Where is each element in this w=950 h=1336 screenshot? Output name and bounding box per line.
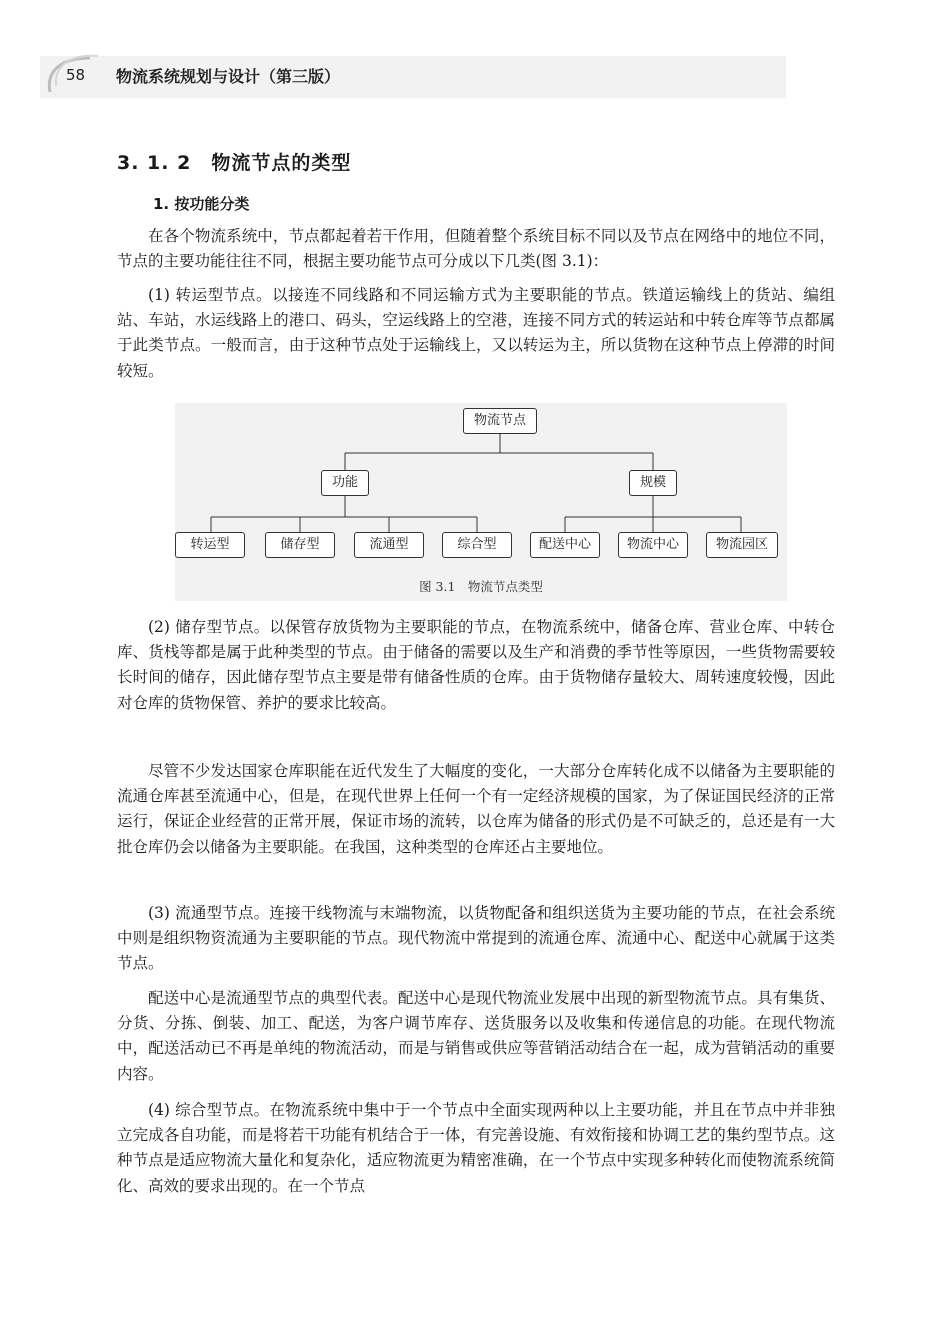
- node-logistics-park: 物流园区: [706, 532, 778, 558]
- node-root: 物流节点: [463, 408, 537, 434]
- paragraph-transfer-node: (1) 转运型节点。以接连不同线路和不同运输方式为主要职能的节点。铁道运输线上的货站、编组站、车站，水运线路上的港口、码头，空运线路上的空港，连接不同方式的转运站和中转仓库等节点都属于此类节点。一般而言，由于这种节点处于运输线上，又以转运为主，所以货物在这种节点上停滞的时间较短。: [117, 286, 835, 380]
- node-distribution-center: 配送中心: [530, 532, 600, 558]
- paragraph-storage-node: (2) 储存型节点。以保管存放货物为主要职能的节点，在物流系统中，储备仓库、营业仓库、中转仓库、货栈等都是属于此种类型的节点。由于储备的需要以及生产和消费的季节性等原因，一些货物需要较长时间的储存，因此储存型节点主要是带有储备性质的仓库。由于货物储存量较大、周转速度较慢，因此对仓库的货物保管、养护的要求比较高。: [117, 618, 835, 712]
- node-function: 功能: [321, 470, 369, 496]
- figure-caption: 图 3.1 物流节点类型: [419, 579, 543, 594]
- node-circulation-type: 流通型: [354, 532, 424, 558]
- paragraph-comprehensive-node: (4) 综合型节点。在物流系统中集中于一个节点中全面实现两种以上主要功能，并且在节点中并非独立完成各自功能，而是将若干功能有机结合于一体，有完善设施、有效衔接和协调工艺的集约型节点。这种节点是适应物流大量化和复杂化，适应物流更为精密准确，在一个节点中实现多种转化而使物流系统简化、高效的要求出现的。在一个节点: [117, 1101, 835, 1195]
- paragraph-circulation-node: (3) 流通型节点。连接干线物流与末端物流，以货物配备和组织送货为主要功能的节点，在社会系统中则是组织物资流通为主要职能的节点。现代物流中常提到的流通仓库、流通中心、配送中心就属于这类节点。: [117, 904, 835, 973]
- paragraph-warehouse-evolution: 尽管不少发达国家仓库职能在近代发生了大幅度的变化，一大部分仓库转化成不以储备为主要职能的流通仓库甚至流通中心，但是，在现代世界上任何一个有一定经济规模的国家，为了保证国民经济的正常运行，保证企业经营的正常开展，保证市场的流转，以仓库为储备的形式仍是不可缺乏的，总还是有一大批仓库仍会以储备为主要职能。在我国，这种类型的仓库还占主要地位。: [117, 762, 835, 856]
- subsection-title: 1. 按功能分类: [153, 195, 250, 213]
- node-comprehensive-type: 综合型: [442, 532, 512, 558]
- page-number: 58: [66, 66, 86, 84]
- paragraph-distribution-center: 配送中心是流通型节点的典型代表。配送中心是现代物流业发展中出现的新型物流节点。具有集货、分货、分拣、倒装、加工、配送，为客户调节库存、送货服务以及收集和传递信息的功能。在现代物流中，配送活动已不再是单纯的物流活动，而是与销售或供应等营销活动结合在一起，成为营销活动的重要内容。: [117, 989, 835, 1083]
- node-scale: 规模: [629, 470, 677, 496]
- paragraph-intro: 在各个物流系统中，节点都起着若干作用，但随着整个系统目标不同以及节点在网络中的地位不同，节点的主要功能往往不同，根据主要功能节点可分成以下几类(图 3.1)：: [117, 227, 835, 271]
- node-storage-type: 储存型: [265, 532, 335, 558]
- node-transfer-type: 转运型: [175, 532, 245, 558]
- book-title: 物流系统规划与设计（第三版）: [116, 67, 341, 86]
- node-logistics-center: 物流中心: [618, 532, 688, 558]
- figure-node-types: [175, 403, 787, 601]
- section-title: 3. 1. 2 物流节点的类型: [117, 152, 352, 174]
